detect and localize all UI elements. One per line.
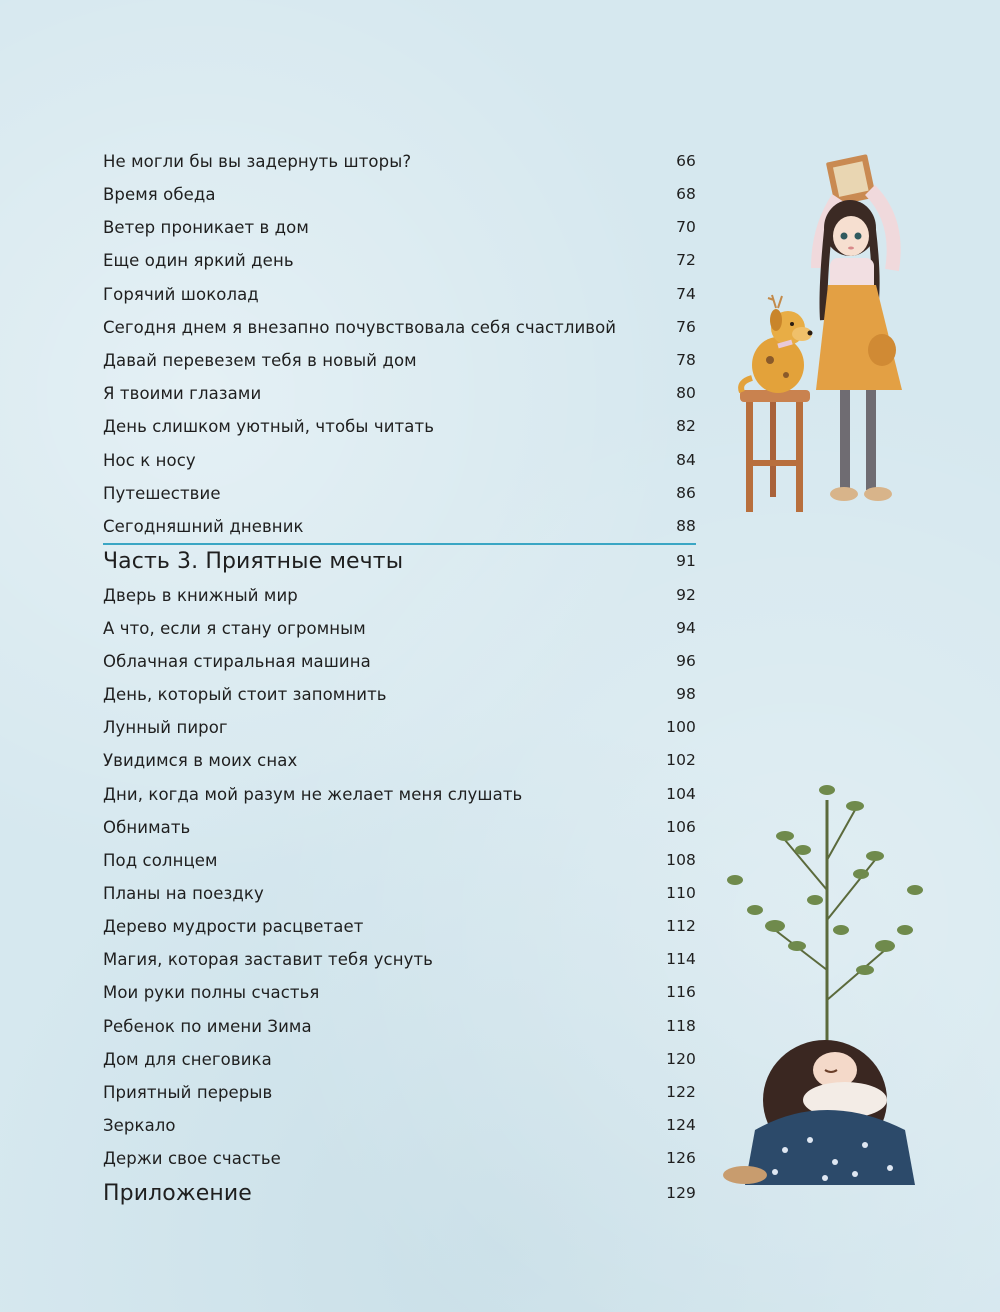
- toc-entry-page: 88: [676, 517, 696, 535]
- toc-entry-title: Приятный перерыв: [103, 1082, 273, 1102]
- toc-entry[interactable]: [103, 445, 696, 475]
- toc-entry-page: 102: [666, 751, 696, 769]
- section-divider: [103, 543, 696, 545]
- dog-icon: [741, 295, 812, 393]
- toc-entry-page: 80: [676, 384, 696, 402]
- toc-entry-title: Сегодня днем я внезапно почувствовала себя счастливой: [103, 317, 617, 337]
- toc-entry-page: 70: [676, 218, 696, 236]
- stool-icon: [740, 390, 810, 512]
- toc-entry-page: 76: [676, 318, 696, 336]
- toc-entry-page: 66: [676, 152, 696, 170]
- toc-entry-page: 84: [676, 451, 696, 469]
- toc-entry-title: Ребенок по имени Зима: [103, 1016, 312, 1036]
- toc-entry[interactable]: [103, 478, 696, 508]
- toc-entry[interactable]: [103, 878, 696, 908]
- toc-entry[interactable]: [103, 845, 696, 875]
- toc-entry[interactable]: [103, 679, 696, 709]
- toc-entry-title: Планы на поездку: [103, 883, 264, 903]
- toc-entry-page: 126: [666, 1149, 696, 1167]
- toc-entry-page: 86: [676, 484, 696, 502]
- girl-under-plant-illustration: [715, 770, 940, 1200]
- toc-entry-title: Ветер проникает в дом: [103, 217, 309, 237]
- toc-entry[interactable]: [103, 411, 696, 441]
- plant-icon: [727, 785, 923, 1070]
- toc-entry-title: Я твоими глазами: [103, 383, 262, 403]
- toc-entry-page: 122: [666, 1083, 696, 1101]
- toc-entry[interactable]: [103, 944, 696, 974]
- toc-entry-title: Увидимся в моих снах: [103, 750, 298, 770]
- toc-entry-page: 108: [666, 851, 696, 869]
- toc-entry-title: Дерево мудрости расцветает: [103, 916, 364, 936]
- toc-entry-title: День, который стоит запомнить: [103, 684, 387, 704]
- toc-entry-title: Время обеда: [103, 184, 216, 204]
- toc-entry[interactable]: [103, 812, 696, 842]
- toc-entry-page: 94: [676, 619, 696, 637]
- toc-appendix-heading[interactable]: [103, 1178, 696, 1208]
- toc-entry-title: Дверь в книжный мир: [103, 585, 298, 605]
- toc-entry-page: 116: [666, 983, 696, 1001]
- toc-entry-title: Мои руки полны счастья: [103, 982, 320, 1002]
- toc-entry-page: 98: [676, 685, 696, 703]
- appendix-page: 129: [666, 1184, 696, 1202]
- toc-entry-title: Обнимать: [103, 817, 191, 837]
- toc-entry[interactable]: [103, 779, 696, 809]
- toc-entry[interactable]: [103, 212, 696, 242]
- toc-entry-page: 72: [676, 251, 696, 269]
- toc-entry[interactable]: [103, 1143, 696, 1173]
- appendix-title: Приложение: [103, 1180, 252, 1206]
- toc-entry[interactable]: [103, 179, 696, 209]
- toc-entry-page: 78: [676, 351, 696, 369]
- part-page: 91: [676, 552, 696, 570]
- toc-entry[interactable]: [103, 911, 696, 941]
- toc-entry[interactable]: [103, 378, 696, 408]
- toc-entry-title: Сегодняшний дневник: [103, 516, 304, 536]
- toc-entry-title: Давай перевезем тебя в новый дом: [103, 350, 417, 370]
- toc-entry-title: День слишком уютный, чтобы читать: [103, 416, 435, 436]
- toc-entry-page: 104: [666, 785, 696, 803]
- toc-entry-page: 82: [676, 417, 696, 435]
- toc-entry-title: Еще один яркий день: [103, 250, 294, 270]
- toc-entry-page: 112: [666, 917, 696, 935]
- toc-part-heading[interactable]: [103, 546, 696, 576]
- toc-entry-page: 114: [666, 950, 696, 968]
- toc-entry-page: 118: [666, 1017, 696, 1035]
- toc-entry[interactable]: [103, 1044, 696, 1074]
- toc-entry[interactable]: [103, 613, 696, 643]
- sitting-girl-icon: [723, 1040, 915, 1185]
- toc-entry-title: Нос к носу: [103, 450, 196, 470]
- toc-entry[interactable]: [103, 745, 696, 775]
- toc-entry-page: 110: [666, 884, 696, 902]
- toc-entry-page: 100: [666, 718, 696, 736]
- part-title: Часть 3. Приятные мечты: [103, 548, 404, 574]
- toc-entry-title: А что, если я стану огромным: [103, 618, 366, 638]
- toc-entry-title: Под солнцем: [103, 850, 218, 870]
- toc-entry-page: 120: [666, 1050, 696, 1068]
- toc-entry-title: Облачная стиральная машина: [103, 651, 371, 671]
- toc-entry-page: 106: [666, 818, 696, 836]
- toc-entry-page: 124: [666, 1116, 696, 1134]
- toc-entry[interactable]: [103, 345, 696, 375]
- girl-with-dog-illustration: [730, 150, 960, 520]
- toc-entry[interactable]: [103, 1110, 696, 1140]
- toc-entry-page: 74: [676, 285, 696, 303]
- toc-entry[interactable]: [103, 1011, 696, 1041]
- toc-entry-title: Дом для снеговика: [103, 1049, 272, 1069]
- toc-entry-page: 96: [676, 652, 696, 670]
- toc-entry[interactable]: [103, 279, 696, 309]
- toc-entry[interactable]: [103, 580, 696, 610]
- toc-entry-title: Путешествие: [103, 483, 221, 503]
- toc-entry[interactable]: [103, 312, 696, 342]
- toc-entry[interactable]: [103, 977, 696, 1007]
- toc-entry-title: Не могли бы вы задернуть шторы?: [103, 151, 412, 171]
- toc-entry[interactable]: [103, 146, 696, 176]
- toc-entry[interactable]: [103, 646, 696, 676]
- toc-entry-page: 68: [676, 185, 696, 203]
- toc-entry-page: 92: [676, 586, 696, 604]
- toc-entry-title: Магия, которая заставит тебя уснуть: [103, 949, 433, 969]
- toc-entry[interactable]: [103, 245, 696, 275]
- toc-entry-title: Держи свое счастье: [103, 1148, 281, 1168]
- toc-entry-title: Зеркало: [103, 1115, 176, 1135]
- toc-entry[interactable]: [103, 1077, 696, 1107]
- toc-entry-title: Горячий шоколад: [103, 284, 259, 304]
- toc-entry[interactable]: [103, 712, 696, 742]
- girl-icon: [816, 154, 902, 501]
- toc-entry-title: Лунный пирог: [103, 717, 228, 737]
- toc-entry-title: Дни, когда мой разум не желает меня слушать: [103, 784, 523, 804]
- toc-entry[interactable]: [103, 511, 696, 541]
